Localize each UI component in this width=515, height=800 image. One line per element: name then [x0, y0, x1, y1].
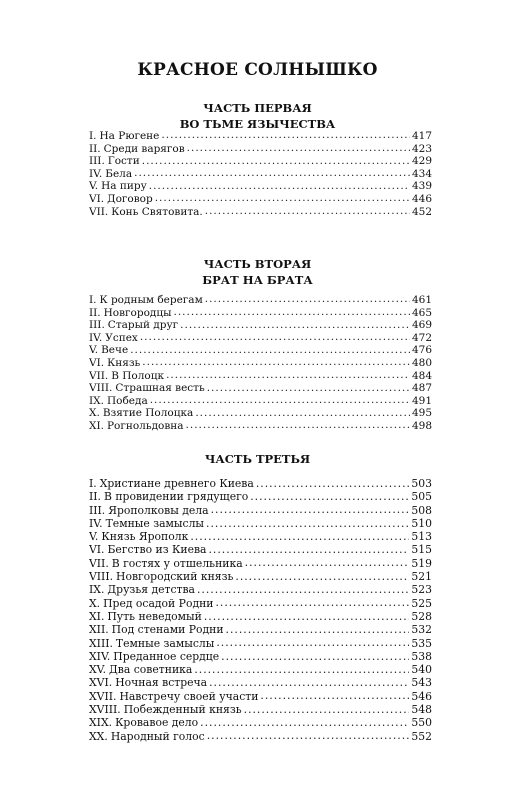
page-number: 446	[411, 192, 432, 205]
page-number: 543	[411, 676, 432, 690]
page-number: 465	[411, 306, 432, 319]
toc-entry	[89, 703, 432, 716]
toc-entry	[89, 623, 432, 636]
chapter-number: XI.	[89, 609, 105, 623]
toc-entry	[89, 357, 432, 370]
toc-entry	[89, 530, 432, 543]
toc-entry	[89, 597, 432, 610]
toc-entry	[89, 395, 432, 408]
chapter-title: Кровавое дело	[115, 716, 199, 730]
dot-leader	[209, 544, 410, 553]
dot-leader	[260, 691, 409, 700]
chapter-number: XIV.	[89, 649, 111, 663]
toc-entry	[89, 332, 432, 345]
dot-leader	[194, 664, 409, 673]
toc-entry	[89, 570, 432, 583]
dot-leader	[180, 319, 410, 328]
chapter-title: В Полоцк	[111, 369, 165, 382]
chapter-number: VII.	[89, 369, 109, 382]
chapter-number: XII.	[89, 623, 109, 637]
chapter-title: Конь Святовита.	[111, 205, 203, 218]
chapter-number: III.	[89, 319, 105, 332]
chapter-number: X.	[89, 596, 101, 610]
page-number: 532	[411, 623, 432, 637]
page-number: 513	[411, 530, 432, 544]
dot-leader	[155, 193, 410, 202]
page-number: 515	[411, 543, 432, 557]
toc-entry	[89, 143, 432, 156]
toc-entry	[89, 382, 432, 395]
chapter-title: Темные замыслы	[115, 636, 215, 650]
chapter-title: Бела	[105, 167, 133, 180]
part-1-subtitle: ВО ТЬМЕ ЯЗЫЧЕСТВА	[179, 117, 336, 131]
dot-leader	[149, 180, 410, 189]
part-2-chapter-list	[89, 294, 432, 433]
chapter-number: VIII.	[89, 382, 113, 395]
toc-entry	[89, 676, 432, 689]
dot-leader	[207, 731, 410, 740]
page-number: 423	[411, 142, 432, 155]
page-number: 535	[411, 636, 432, 650]
book-title: КРАСНОЕ СОЛНЫШКО	[137, 60, 378, 80]
dot-leader	[245, 558, 410, 567]
dot-leader	[216, 598, 410, 607]
toc-entry	[89, 294, 432, 307]
toc-entry	[89, 557, 432, 570]
dot-leader	[166, 370, 410, 379]
toc-entry	[89, 155, 432, 168]
toc-entry	[89, 690, 432, 703]
toc-entry	[89, 370, 432, 383]
chapter-number: XIX.	[89, 716, 113, 730]
toc-entry	[89, 420, 432, 433]
chapter-title: Под стенами Родни	[111, 623, 224, 637]
toc-entry	[89, 730, 432, 743]
toc-entry	[89, 583, 432, 596]
toc-entry	[89, 504, 432, 517]
page-number: 498	[411, 419, 432, 432]
chapter-number: X.	[89, 407, 100, 420]
dot-leader	[226, 624, 410, 633]
chapter-number: VI.	[89, 356, 105, 369]
chapter-title: К родным берегам	[99, 294, 203, 306]
page-number: 417	[411, 130, 432, 142]
dot-leader	[211, 505, 410, 514]
chapter-title: В провидении грядущего	[103, 490, 249, 504]
chapter-title: Побежденный князь	[123, 703, 242, 717]
chapter-number: V.	[89, 344, 99, 357]
chapter-title: На пиру	[101, 180, 147, 193]
chapter-title: Пред осадой Родни	[103, 596, 214, 610]
dot-leader	[235, 571, 409, 580]
toc-entry	[89, 663, 432, 676]
chapter-title: Ночная встреча	[115, 676, 208, 690]
page-number: 525	[411, 596, 432, 610]
page-number: 538	[411, 649, 432, 663]
chapter-number: VI.	[89, 192, 105, 205]
chapter-title: Князь	[107, 356, 141, 369]
toc-entry	[89, 637, 432, 650]
dot-leader	[250, 491, 409, 500]
page-number: 550	[411, 716, 432, 730]
toc-entry	[89, 716, 432, 729]
page-number: 469	[411, 319, 432, 332]
dot-leader	[221, 651, 409, 660]
page-number: 503	[411, 477, 432, 490]
chapter-number: IV.	[89, 516, 103, 530]
chapter-number: I.	[89, 477, 97, 490]
chapter-number: IX.	[89, 394, 104, 407]
toc-entry	[89, 180, 432, 193]
chapter-number: IV.	[89, 331, 103, 344]
dot-leader	[209, 677, 409, 686]
chapter-title: Новгородцы	[103, 306, 172, 319]
chapter-number: III.	[89, 155, 105, 168]
chapter-title: Народный голос	[110, 729, 205, 743]
chapter-title: Преданное сердце	[113, 649, 220, 663]
chapter-number: II.	[89, 306, 101, 319]
chapter-title: Бегство из Киева	[107, 543, 207, 557]
chapter-number: XIII.	[89, 636, 113, 650]
toc-entry	[89, 319, 432, 332]
dot-leader	[207, 382, 410, 391]
toc-entry	[89, 543, 432, 556]
chapter-title: Темные замыслы	[105, 516, 205, 530]
page-number: 461	[411, 294, 432, 306]
page-number: 429	[411, 155, 432, 168]
toc-entry	[89, 490, 432, 503]
dot-leader	[134, 168, 410, 177]
part-2-label: ЧАСТЬ ВТОРАЯ	[203, 257, 312, 271]
dot-leader	[187, 143, 410, 152]
chapter-title: Победа	[106, 394, 148, 407]
chapter-title: Два советника	[109, 663, 193, 677]
chapter-number: XX.	[89, 729, 108, 743]
page-number: 546	[411, 689, 432, 703]
toc-entry	[89, 650, 432, 663]
page-number: 519	[411, 556, 432, 570]
chapter-number: IV.	[89, 167, 103, 180]
page-number: 472	[411, 331, 432, 344]
chapter-number: V.	[89, 530, 99, 544]
dot-leader	[161, 130, 410, 139]
dot-leader	[140, 332, 410, 341]
chapter-title: Среди варягов	[103, 142, 185, 155]
part-3-heading	[0, 451, 515, 467]
dot-leader	[204, 611, 410, 620]
chapter-title: Князь Ярополк	[101, 530, 189, 544]
dot-leader	[186, 420, 410, 429]
toc-entry	[89, 517, 432, 530]
chapter-title: Вече	[101, 344, 129, 357]
part-1-chapter-list	[89, 130, 432, 218]
dot-leader	[244, 704, 410, 713]
chapter-number: VI.	[89, 543, 105, 557]
page-number: 491	[411, 394, 432, 407]
page-number: 523	[411, 583, 432, 597]
toc-entry	[89, 307, 432, 320]
dot-leader	[150, 395, 410, 404]
page-number: 452	[411, 205, 432, 218]
page-number: 528	[411, 609, 432, 623]
page-number: 521	[411, 570, 432, 584]
chapter-title: Договор	[107, 192, 153, 205]
dot-leader	[205, 206, 410, 215]
toc-entry	[89, 206, 432, 219]
chapter-number: II.	[89, 490, 101, 504]
part-1-label: ЧАСТЬ ПЕРВАЯ	[203, 101, 312, 115]
chapter-number: V.	[89, 180, 99, 193]
toc-entry	[89, 130, 432, 143]
chapter-number: XV.	[89, 663, 107, 677]
dot-leader	[195, 407, 410, 416]
part-1-heading	[0, 100, 515, 132]
chapter-number: II.	[89, 142, 101, 155]
dot-leader	[197, 584, 409, 593]
dot-leader	[206, 518, 409, 527]
dot-leader	[216, 638, 409, 647]
chapter-title: Путь неведомый	[107, 609, 202, 623]
toc-entry	[89, 168, 432, 181]
dot-leader	[200, 717, 409, 726]
toc-entry	[89, 193, 432, 206]
chapter-title: Ярополковы дела	[108, 503, 209, 517]
part-2-subtitle: БРАТ НА БРАТА	[202, 273, 313, 287]
chapter-title: Навстречу своей участи	[119, 689, 259, 703]
page-number: 434	[411, 167, 432, 180]
chapter-title: Новгородский князь	[116, 570, 234, 584]
dot-leader	[173, 307, 409, 316]
toc-entry	[89, 344, 432, 357]
chapter-number: XVII.	[89, 689, 117, 703]
dot-leader	[142, 357, 410, 366]
part-3-chapter-list	[89, 477, 432, 743]
part-2-heading	[0, 256, 515, 288]
dot-leader	[142, 155, 410, 164]
page-number: 439	[411, 180, 432, 193]
chapter-number: III.	[89, 503, 106, 517]
page-number: 540	[411, 663, 432, 677]
chapter-number: XVI.	[89, 676, 113, 690]
toc-entry	[89, 407, 432, 420]
chapter-number: XI.	[89, 419, 104, 432]
page-number: 548	[411, 703, 432, 717]
chapter-number: VIII.	[89, 570, 114, 584]
chapter-number: VII.	[89, 556, 109, 570]
chapter-title: Старый друг	[107, 319, 179, 332]
chapter-title: Успех	[105, 331, 138, 344]
chapter-title: В гостях у отшельника	[111, 556, 243, 570]
chapter-title: На Рюгене	[99, 130, 160, 142]
page-number: 480	[411, 356, 432, 369]
dot-leader	[256, 478, 410, 487]
chapter-title: Гости	[107, 155, 140, 168]
chapter-number: XVIII.	[89, 703, 121, 717]
chapter-number: IX.	[89, 583, 105, 597]
page-number: 487	[411, 382, 432, 395]
page-number: 476	[411, 344, 432, 357]
dot-leader	[205, 294, 410, 303]
toc-entry	[89, 477, 432, 490]
page-number: 505	[411, 490, 432, 504]
dot-leader	[130, 344, 410, 353]
chapter-title: Взятие Полоцка	[102, 407, 194, 420]
chapter-title: Друзья детства	[107, 583, 195, 597]
part-3-label: ЧАСТЬ ТРЕТЬЯ	[204, 452, 311, 466]
page-number: 510	[411, 516, 432, 530]
page-number: 552	[411, 729, 432, 743]
chapter-number: I.	[89, 294, 97, 306]
dot-leader	[190, 531, 409, 540]
chapter-number: I.	[89, 130, 97, 142]
chapter-number: VII.	[89, 205, 109, 218]
page-number: 508	[411, 503, 432, 517]
toc-entry	[89, 610, 432, 623]
chapter-title: Рогнольдовна	[106, 419, 184, 432]
page-number: 495	[411, 407, 432, 420]
chapter-title: Страшная весть	[115, 382, 205, 395]
page-number: 484	[411, 369, 432, 382]
chapter-title: Христиане древнего Киева	[99, 477, 254, 490]
